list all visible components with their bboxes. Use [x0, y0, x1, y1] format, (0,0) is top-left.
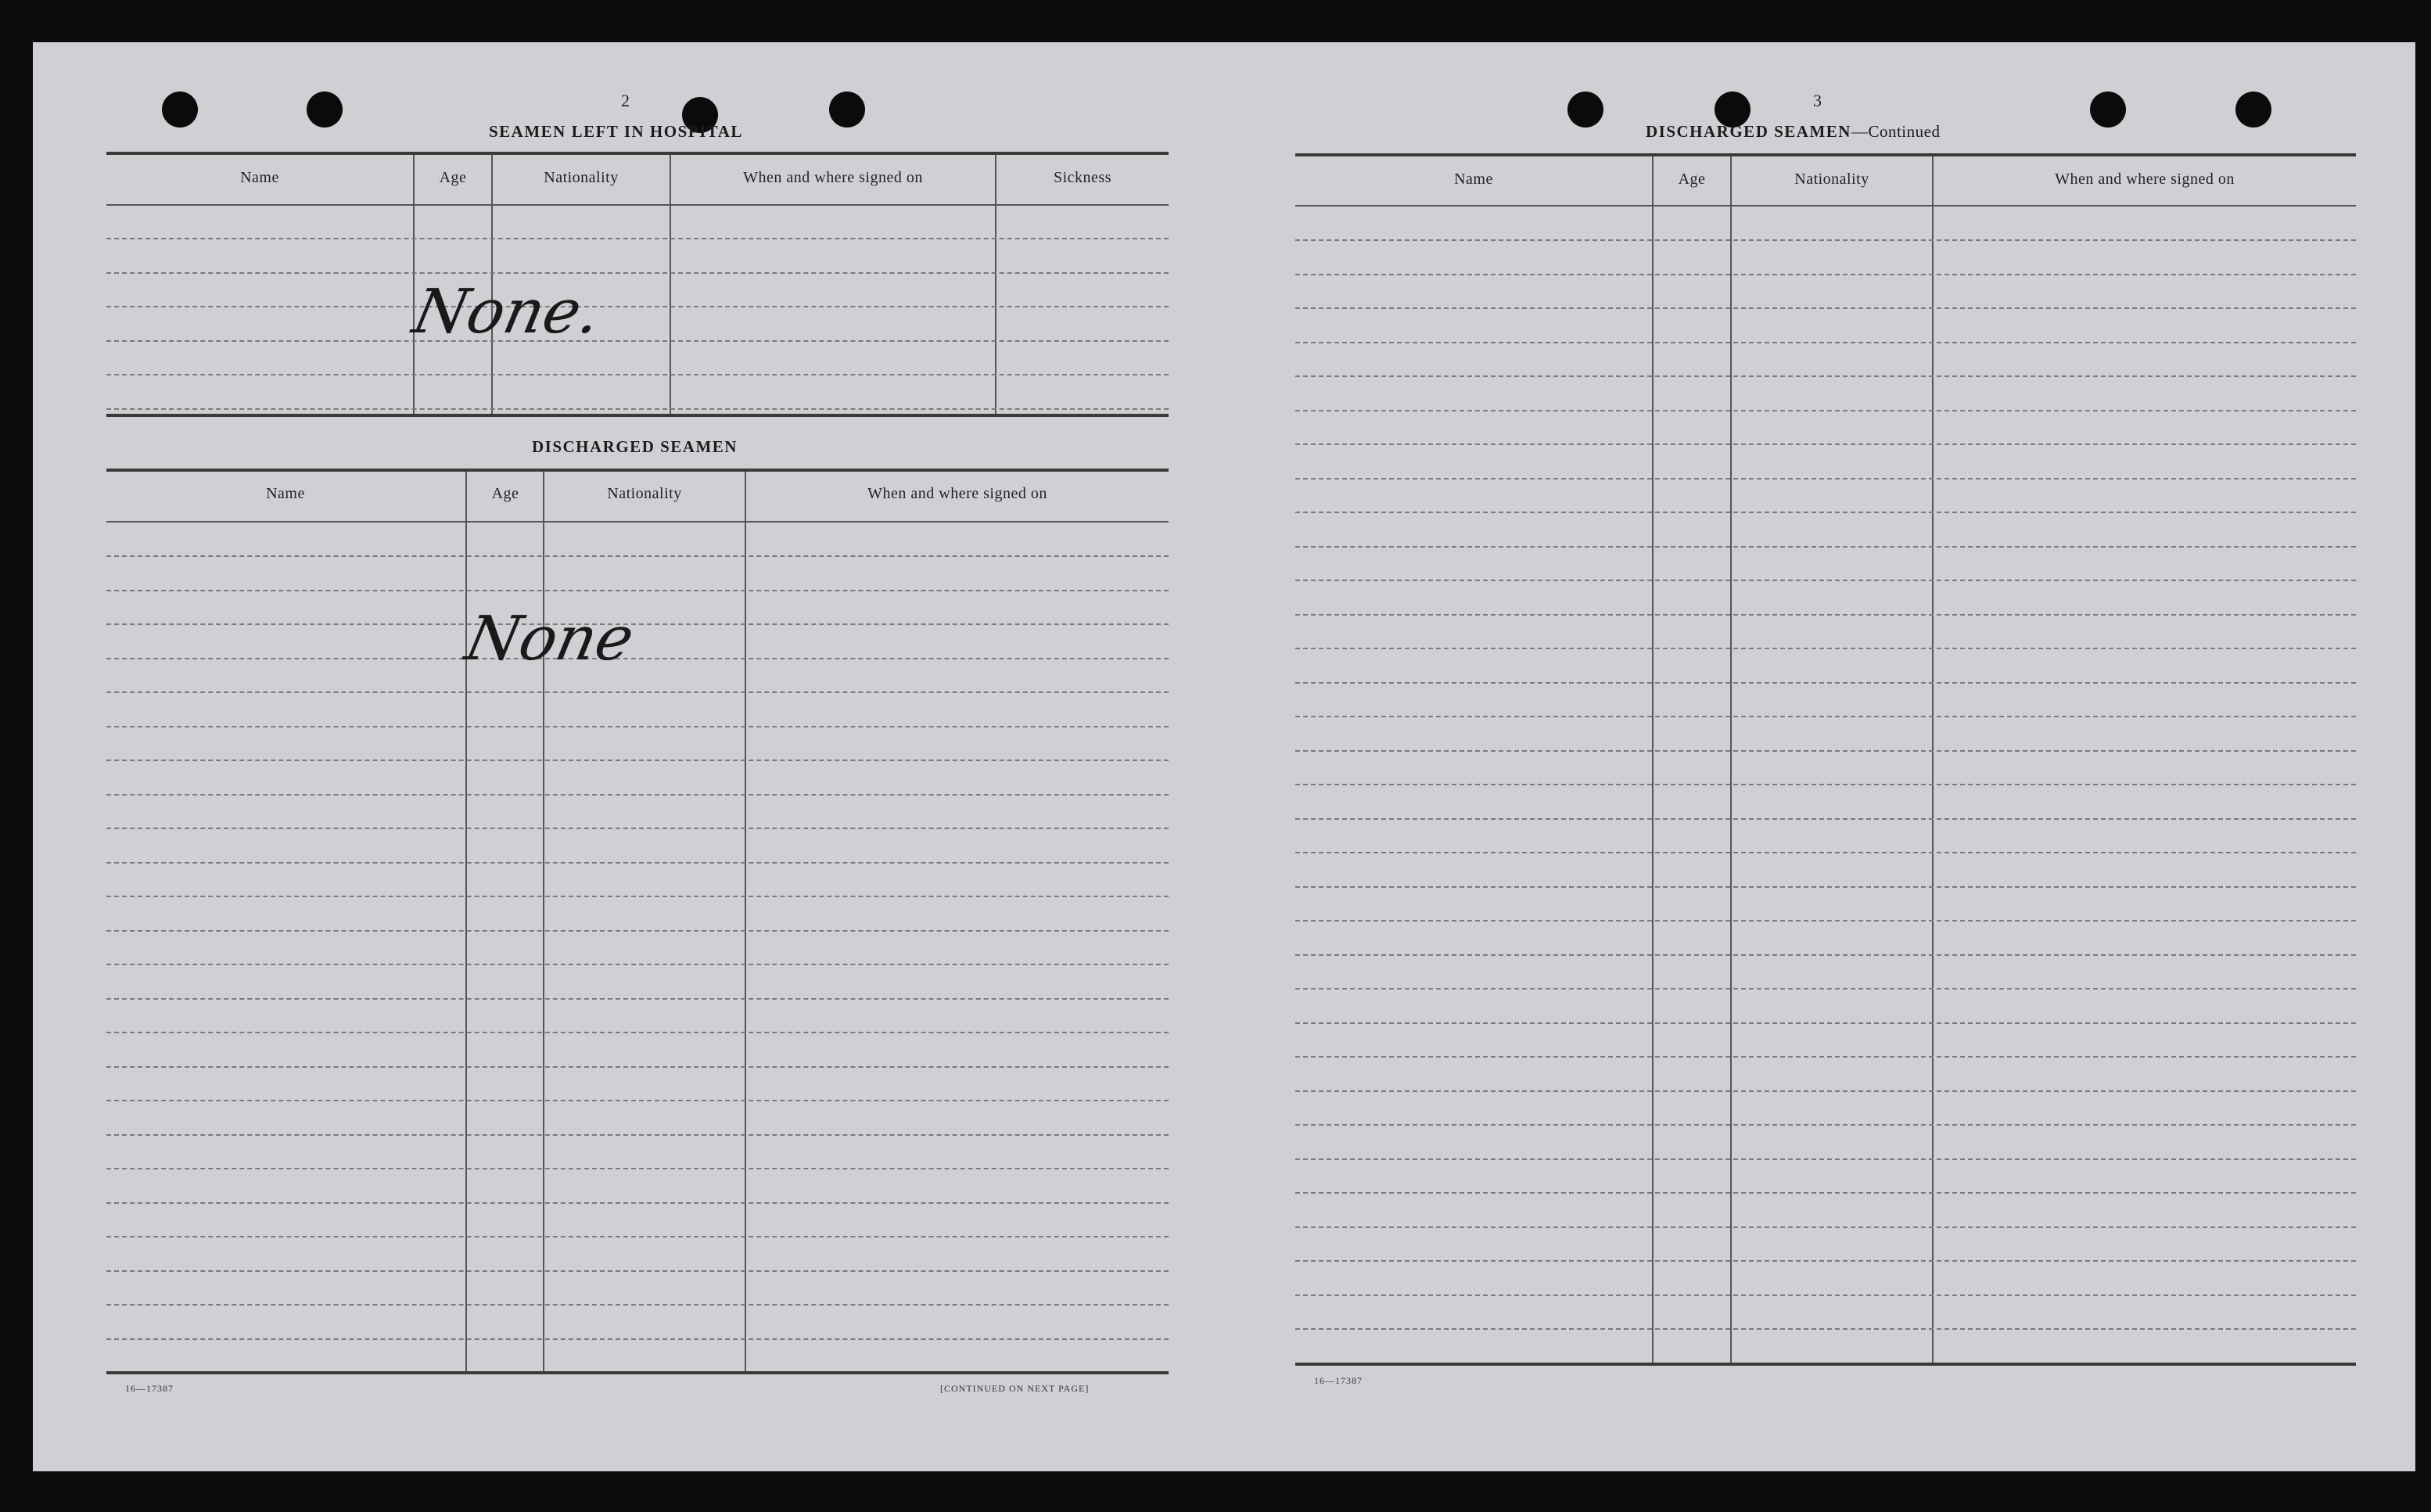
column-header-name: Name	[1454, 171, 1493, 188]
ruled-line	[106, 623, 1169, 625]
column-header-age: Age	[439, 169, 467, 186]
binder-hole	[162, 92, 198, 127]
table-bottom-rule	[106, 1371, 1169, 1374]
column-header-signed-on: When and where signed on	[2055, 171, 2235, 188]
column-header-name: Name	[240, 169, 279, 186]
continued-note: [CONTINUED ON NEXT PAGE]	[940, 1383, 1090, 1394]
table-top-rule	[1295, 153, 2356, 156]
handwritten-entry: None.	[407, 277, 607, 347]
ruled-line	[1295, 410, 2356, 411]
ruled-line	[106, 238, 1169, 239]
binder-hole	[1567, 92, 1603, 127]
ruled-line	[106, 1270, 1169, 1272]
continued-label: —Continued	[1851, 122, 1941, 141]
ruled-line	[106, 1236, 1169, 1237]
ruled-line	[1295, 614, 2356, 616]
table-header-rule	[106, 521, 1169, 523]
ruled-line	[106, 930, 1169, 932]
column-header-sickness: Sickness	[1054, 169, 1111, 186]
ruled-line	[106, 896, 1169, 897]
binder-hole	[2090, 92, 2126, 127]
ruled-line	[106, 998, 1169, 1000]
section-title-hospital: SEAMEN LEFT IN HOSPITAL	[489, 122, 743, 141]
ruled-line	[1295, 1090, 2356, 1092]
ruled-line	[1295, 1056, 2356, 1058]
ruled-line	[106, 1304, 1169, 1305]
ruled-line	[106, 340, 1169, 342]
binder-hole	[2235, 92, 2271, 127]
ruled-line	[1295, 886, 2356, 888]
table-header-rule	[106, 204, 1169, 206]
ruled-line	[106, 828, 1169, 829]
ruled-line	[1295, 1158, 2356, 1160]
ruled-line	[106, 691, 1169, 693]
ruled-line	[106, 1134, 1169, 1136]
ruled-line	[1295, 1192, 2356, 1194]
ruled-line	[1295, 852, 2356, 853]
ruled-line	[106, 306, 1169, 307]
form-code: 16—17387	[125, 1383, 174, 1394]
ruled-line	[1295, 818, 2356, 820]
ruled-line	[1295, 954, 2356, 956]
binder-hole	[307, 92, 343, 127]
ruled-line	[1295, 648, 2356, 649]
column-header-age: Age	[1678, 171, 1706, 188]
page-number: 2	[621, 91, 630, 110]
ruled-line	[1295, 580, 2356, 581]
column-divider	[1652, 156, 1654, 1363]
ruled-line	[1295, 988, 2356, 989]
ruled-line	[1295, 342, 2356, 343]
ruled-line	[1295, 1328, 2356, 1330]
ruled-line	[106, 1168, 1169, 1169]
ruled-line	[1295, 1124, 2356, 1126]
column-header-name: Name	[266, 485, 305, 502]
ruled-line	[106, 1100, 1169, 1101]
ruled-line	[1295, 1295, 2356, 1296]
section-title-discharged-continued	[1646, 122, 1940, 142]
ruled-line	[106, 1202, 1169, 1204]
ruled-line	[106, 658, 1169, 659]
ruled-line	[106, 408, 1169, 410]
ruled-line	[106, 1338, 1169, 1340]
ruled-line	[106, 374, 1169, 375]
ruled-line	[1295, 512, 2356, 513]
ruled-line	[1295, 784, 2356, 785]
ruled-line	[106, 555, 1169, 557]
ruled-line	[106, 794, 1169, 796]
table-header-rule	[1295, 205, 2356, 207]
table-bottom-rule	[1295, 1363, 2356, 1366]
ruled-line	[1295, 682, 2356, 684]
ruled-line	[1295, 546, 2356, 548]
ruled-line	[106, 862, 1169, 864]
ruled-line	[1295, 716, 2356, 717]
ruled-line	[1295, 239, 2356, 241]
column-header-signed-on: When and where signed on	[743, 169, 923, 186]
table-top-rule	[106, 152, 1169, 155]
column-divider	[1730, 156, 1732, 1363]
form-code: 16—17387	[1314, 1375, 1363, 1386]
ruled-line	[1295, 274, 2356, 275]
ruled-line	[106, 964, 1169, 965]
ruled-line	[106, 590, 1169, 591]
ruled-line	[1295, 478, 2356, 479]
section-title-discharged: DISCHARGED SEAMEN	[532, 437, 738, 456]
column-divider	[1932, 156, 1934, 1363]
table-bottom-rule	[106, 414, 1169, 417]
ruled-line	[1295, 920, 2356, 921]
manifest-sheet	[33, 42, 2415, 1471]
ruled-line	[1295, 1022, 2356, 1024]
column-header-signed-on: When and where signed on	[867, 485, 1047, 502]
ruled-line	[106, 1032, 1169, 1033]
ruled-line	[1295, 1226, 2356, 1228]
column-header-nationality: Nationality	[607, 485, 682, 502]
ruled-line	[1295, 307, 2356, 309]
page-number: 3	[1813, 91, 1822, 110]
ruled-line	[106, 1066, 1169, 1068]
ruled-line	[106, 760, 1169, 761]
table-top-rule	[106, 469, 1169, 472]
ruled-line	[106, 272, 1169, 274]
binder-hole	[829, 92, 865, 127]
ruled-line	[1295, 444, 2356, 445]
column-header-age: Age	[491, 485, 519, 502]
column-header-nationality: Nationality	[1794, 171, 1869, 188]
column-header-nationality: Nationality	[544, 169, 619, 186]
ruled-line	[1295, 750, 2356, 752]
ruled-line	[1295, 1260, 2356, 1262]
ruled-line	[106, 726, 1169, 727]
ruled-line	[1295, 375, 2356, 377]
section-title-text: DISCHARGED SEAMEN	[1646, 122, 1851, 141]
handwritten-entry: None	[459, 604, 641, 674]
